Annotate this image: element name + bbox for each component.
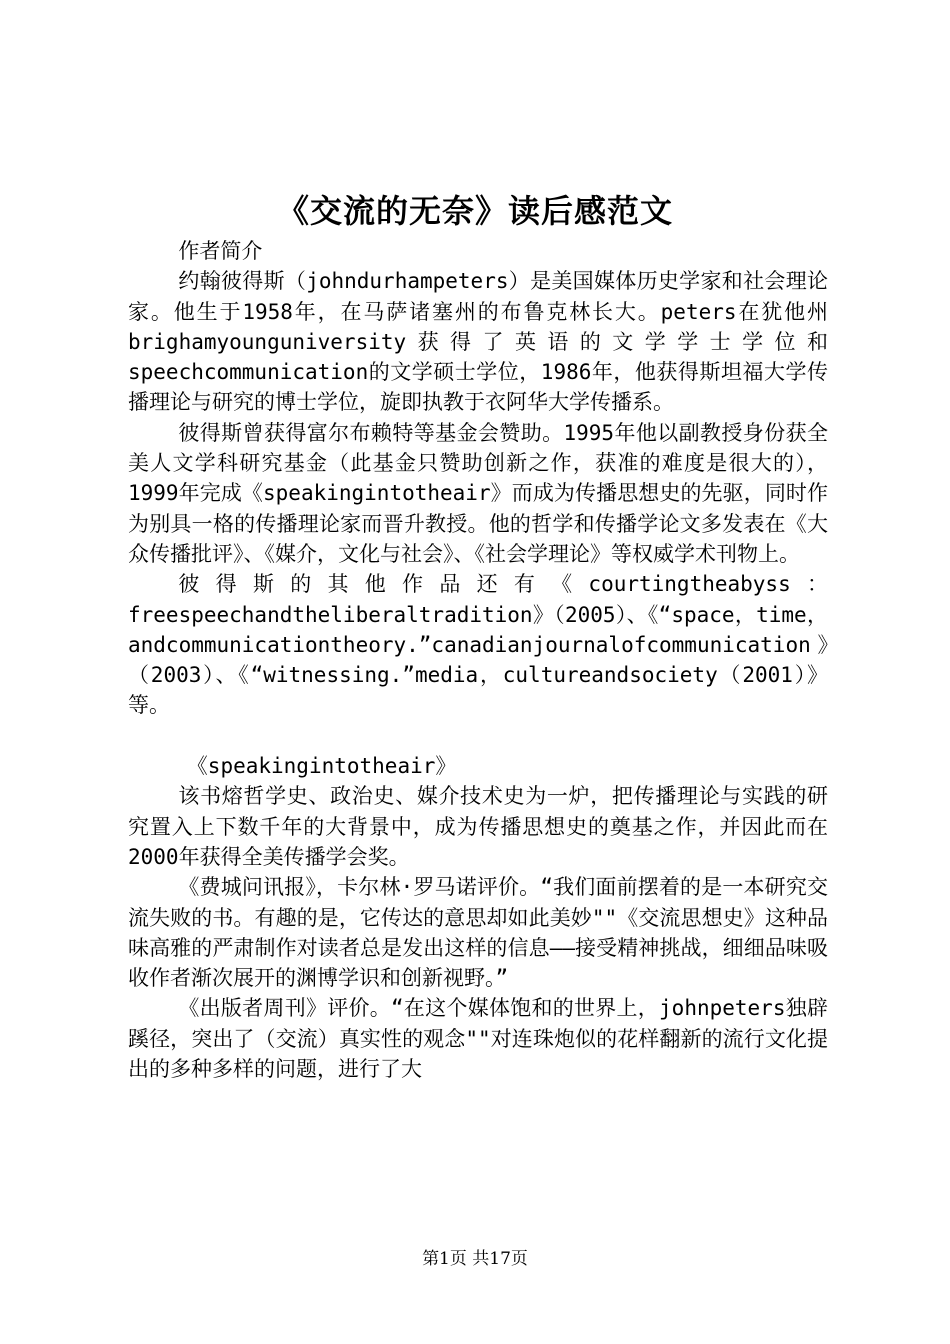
section-heading-book: 《speakingintotheair》 — [186, 754, 457, 779]
paragraph-other-works: 彼得斯的其他作品还有《courtingtheabyss：freespeechandtheliberaltradition》（2005）、《“space，time，andcommunicationtheory.”canadianjournalofcommunication》（2003）、《“witnessing.”media，cultureandsociety（2001）》等。 — [128, 572, 828, 718]
document-body — [128, 236, 828, 1084]
paragraph-review-publishers-weekly: 《出版者周刊》评价。“在这个媒体饱和的世界上，johnpeters独辟蹊径，突出了（交流）真实性的观念""对连珠炮似的花样翻新的流行文化提出的多种多样的问题，进行了大 — [128, 996, 828, 1082]
paragraph-review-inquirer: 《费城问讯报》，卡尔林·罗马诺评价。“我们面前摆着的是一本研究交流失败的书。有趣的是，它传达的意思却如此美妙""《交流思想史》这种品味高雅的严肃制作对读者总是发出这样的信息——接受精神挑战，细细品味吸收作者渐次展开的渊博学识和创新视野。” — [128, 875, 828, 991]
document-title: 《交流的无奈》读后感范文 — [276, 192, 673, 230]
page-footer: 第1页 共17页 — [422, 1249, 528, 1269]
section-heading-author: 作者简介 — [178, 239, 263, 263]
paragraph-book-summary: 该书熔哲学史、政治史、媒介技术史为一炉，把传播理论与实践的研究置入上下数千年的大背景中，成为传播思想史的奠基之作，并因此而在2000年获得全美传播学会奖。 — [128, 784, 828, 869]
blank-line — [128, 721, 828, 751]
paragraph-career: 彼得斯曾获得富尔布赖特等基金会赞助。1995年他以副教授身份获全美人文学科研究基金（此基金只赞助创新之作，获准的难度是很大的），1999年完成《speakingintotheair》而成为传播思想史的先驱，同时作为别具一格的传播理论家而晋升教授。他的哲学和传播学论文多发表在《大众传播批评》、《媒介，文化与社会》、《社会学理论》等权威学术刊物上。 — [128, 420, 828, 566]
paragraph-author-bio: 约翰彼得斯（johndurhampeters）是美国媒体历史学家和社会理论家。他生于1958年，在马萨诸塞州的布鲁克林长大。peters在犹他州brighamyounguniversity获得了英语的文学学士学位和speechcommunication的文学硕士学位，1986年，他获得斯坦福大学传播理论与研究的博士学位，旋即执教于衣阿华大学传播系。 — [128, 269, 828, 415]
